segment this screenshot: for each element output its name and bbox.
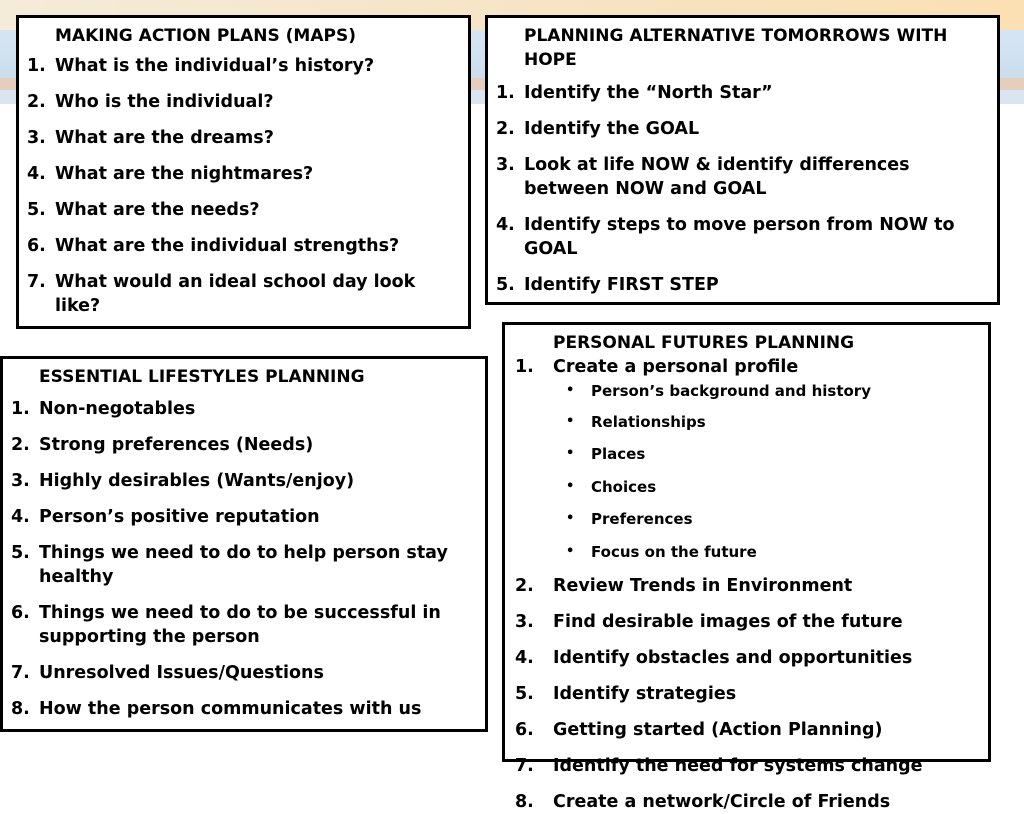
panel-title: PLANNING ALTERNATIVE TOMORROWS WITH HOPE: [524, 26, 948, 70]
item-number: 3.: [515, 612, 534, 632]
item-text: Identify the need for systems change: [553, 756, 923, 776]
item-text: Highly desirables (Wants/enjoy): [39, 471, 355, 491]
item-number: 6.: [27, 236, 46, 256]
item-text: What are the nightmares?: [55, 164, 314, 184]
item-text: What would an ideal school day look like?: [55, 272, 416, 316]
list-item: [515, 646, 980, 670]
pfp-panel: [502, 322, 991, 812]
item-text: Strong preferences (Needs): [39, 435, 314, 455]
bullet-text: Choices: [591, 477, 657, 496]
bullet-item: [553, 542, 980, 563]
item-text: Getting started (Action Planning): [553, 720, 883, 740]
numbered-list: [488, 72, 997, 297]
list-item: [496, 153, 989, 201]
item-number: 2.: [496, 119, 515, 139]
list-item: [11, 505, 477, 529]
item-text: Create a personal profile: [553, 357, 799, 377]
item-number: 5.: [11, 543, 30, 563]
numbered-list: [3, 389, 485, 721]
bullet-glyph: •: [566, 478, 575, 494]
list-item: [27, 198, 460, 222]
bullet-glyph: •: [566, 413, 575, 429]
list-item: [496, 213, 989, 261]
item-text: Identify the “North Star”: [524, 83, 773, 103]
item-text: Person’s positive reputation: [39, 507, 320, 527]
list-item: [27, 54, 460, 78]
maps-panel: [16, 15, 471, 329]
item-number: 3.: [27, 128, 46, 148]
item-text: Identify the GOAL: [524, 119, 700, 139]
list-item: [515, 574, 980, 598]
item-number: 1.: [27, 56, 46, 76]
list-item: [11, 397, 477, 421]
bullet-glyph: •: [566, 383, 575, 398]
panel-title: PERSONAL FUTURES PLANNING: [553, 333, 855, 353]
item-number: 1.: [496, 83, 515, 103]
list-item: [27, 126, 460, 150]
list-item: [11, 601, 477, 649]
elp-panel: [0, 356, 488, 732]
item-text: What are the individual strengths?: [55, 236, 400, 256]
bullet-list: [553, 381, 980, 562]
item-text: Who is the individual?: [55, 92, 274, 112]
item-text: Look at life NOW & identify differences between NOW and GOAL: [524, 155, 910, 199]
panel-title: MAKING ACTION PLANS (MAPS): [55, 26, 356, 46]
item-number: 6.: [11, 603, 30, 623]
item-number: 4.: [27, 164, 46, 184]
item-text: What are the needs?: [55, 200, 260, 220]
item-number: 7.: [515, 756, 534, 776]
panel-title: ESSENTIAL LIFESTYLES PLANNING: [39, 367, 365, 387]
item-number: 2.: [11, 435, 30, 455]
bullet-glyph: •: [566, 446, 575, 461]
item-text: Things we need to do to help person stay healthy: [39, 543, 448, 587]
item-text: Review Trends in Environment: [553, 576, 853, 596]
bullet-text: Places: [591, 445, 646, 463]
item-number: 2.: [27, 92, 46, 112]
item-number: 8.: [515, 792, 534, 812]
list-item: [11, 661, 477, 685]
list-item: [11, 433, 477, 457]
list-item: [515, 718, 980, 742]
item-number: 7.: [27, 272, 46, 292]
bullet-item: [553, 412, 980, 433]
item-text: Identify FIRST STEP: [524, 275, 719, 295]
list-item: [515, 754, 980, 778]
list-item: [496, 273, 989, 297]
item-number: 1.: [515, 357, 534, 377]
item-text: Identify obstacles and opportunities: [553, 648, 913, 668]
item-text: What are the dreams?: [55, 128, 274, 148]
list-item: [496, 117, 989, 141]
bullet-text: Preferences: [591, 510, 693, 528]
bullet-item: [553, 444, 980, 465]
bullet-text: Focus on the future: [591, 542, 757, 561]
list-item: [27, 270, 460, 318]
item-number: 5.: [27, 200, 46, 220]
list-item: [27, 234, 460, 258]
list-item: [515, 355, 980, 562]
list-item: [27, 90, 460, 114]
item-text: Things we need to do to be successful in supporting the person: [39, 603, 441, 647]
bullet-item: [553, 381, 980, 402]
item-number: 4.: [496, 215, 515, 235]
item-text: Create a network/Circle of Friends: [553, 792, 891, 812]
item-text: Find desirable images of the future: [553, 612, 903, 632]
item-number: 4.: [515, 648, 534, 668]
numbered-list: [505, 355, 988, 814]
list-item: [515, 790, 980, 814]
bullet-text: Relationships: [591, 412, 706, 431]
item-text: Non-negotables: [39, 399, 196, 419]
item-text: Identify steps to move person from NOW to GOAL: [524, 215, 955, 259]
list-item: [27, 162, 460, 186]
list-item: [11, 541, 477, 589]
item-text: Identify strategies: [553, 684, 737, 704]
item-number: 3.: [496, 155, 515, 175]
item-number: 5.: [496, 275, 515, 295]
item-number: 2.: [515, 576, 534, 596]
bullet-text: Person’s background and history: [591, 382, 871, 400]
item-number: 5.: [515, 684, 534, 704]
list-item: [515, 610, 980, 634]
item-text: What is the individual’s history?: [55, 56, 375, 76]
bullet-glyph: •: [566, 543, 575, 559]
item-number: 4.: [11, 507, 30, 527]
item-text: Unresolved Issues/Questions: [39, 663, 324, 683]
item-number: 3.: [11, 471, 30, 491]
item-number: 7.: [11, 663, 30, 683]
bullet-glyph: •: [566, 511, 575, 526]
list-item: [11, 697, 477, 721]
item-text: How the person communicates with us: [39, 699, 422, 719]
list-item: [11, 469, 477, 493]
item-number: 6.: [515, 720, 534, 740]
list-item: [515, 682, 980, 706]
item-number: 8.: [11, 699, 30, 719]
bullet-item: [553, 477, 980, 498]
path-panel: [485, 15, 1000, 305]
numbered-list: [19, 48, 468, 318]
list-item: [496, 81, 989, 105]
bullet-item: [553, 509, 980, 530]
item-number: 1.: [11, 399, 30, 419]
